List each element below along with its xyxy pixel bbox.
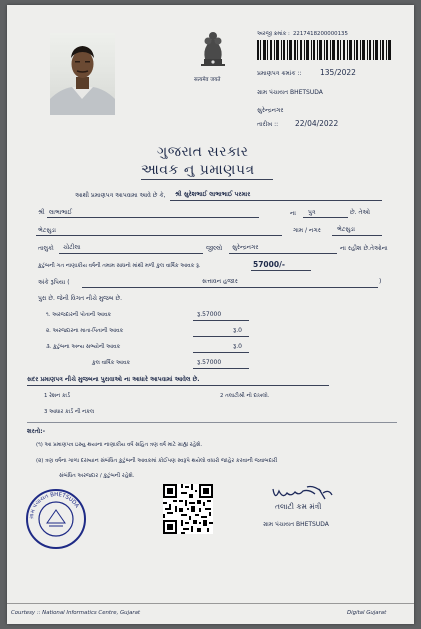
- income-statement: કુટુંબની ગત નાણાકીય વર્ષની તમામ સાધનો માંથી મળી કુલ વાર્ષિક આવક રૂ.: [38, 263, 201, 269]
- income-line: [251, 270, 311, 271]
- resident-suffix: ના રહીશ છે.તેઓના: [340, 245, 388, 252]
- condition-item: (૨) ત્રણ વર્ષના ગાળા દરમ્યાન સંબંધિત કુટુંબની આવકમાં કોઈપણ સ્વરૂપે થયેલો વધારો જાહેર કરવાની જવાબદારી: [36, 458, 278, 464]
- barcode: [257, 40, 391, 60]
- application-number: 2217418200000135: [293, 31, 348, 37]
- footer-rule: [7, 603, 414, 604]
- total-income: 57000/-: [253, 260, 285, 269]
- detail-intro: પુરા છે. જેની વિગત નીચે મુજબ છે.: [38, 295, 123, 302]
- district-value: સુરેન્દ્રનગર: [232, 244, 259, 251]
- income-total-amount: રૂ.57000: [197, 359, 222, 366]
- village-line: [36, 235, 282, 236]
- income-row-label: ૨. અરજદારના માતા-પિતાની આવક: [46, 328, 124, 334]
- verification-qr-code: [163, 484, 213, 534]
- words-line: [82, 287, 378, 288]
- income-in-words: સત્તાવન હજાર: [202, 278, 238, 285]
- income-total-label: કુલ વાર્ષિક આવક: [92, 360, 131, 366]
- income-total-line: [193, 368, 249, 369]
- certificate-title: આવક નુ પ્રમાણપત્ર: [141, 162, 255, 178]
- applicant-name: શ્રી સુરેશભાઈ લાભાભાઈ પરમાર: [175, 191, 251, 198]
- father-name: લાભાભાઈ: [49, 209, 73, 216]
- relation-suffix: છે. તેઓ: [350, 209, 371, 216]
- national-emblem-icon: [191, 29, 235, 75]
- taluka-line: [59, 253, 203, 254]
- father-line: [47, 217, 259, 218]
- income-row-label: ૩. કુટુંબના અન્ય સભ્યોની આવક: [46, 344, 121, 350]
- income-row-amount: રૂ.0: [233, 343, 242, 350]
- signatory-designation: તલાટી કમ મંત્રી: [275, 502, 322, 511]
- evidence-item: 3 આધાર કાર્ડ ની નકલ: [44, 409, 95, 415]
- footer-brand: Digital Gujarat: [347, 610, 387, 616]
- relation-line: [303, 217, 348, 218]
- certificate-page: [7, 5, 414, 624]
- application-number-label: અરજી ક્રમાંક :: [257, 31, 290, 37]
- title-underline: [141, 179, 273, 180]
- evidence-item: 2 તલાટીશ્રી નો દાખલો.: [220, 393, 270, 399]
- income-words-label: અંકે રૂપિયા (: [38, 279, 70, 286]
- income-words-close: ): [379, 278, 382, 285]
- taluka-name: ચોટીલા: [63, 244, 81, 251]
- condition-item: (૧) આ પ્રમાણપત્ર ઇસ્યુ થયાના નાણાકીય વર્ષ સહિત ત્રણ વર્ષ માટે ગ્રાહ્ય રહેશે.: [36, 442, 203, 448]
- panchayat-seal: [25, 488, 87, 550]
- father-prefix: શ્રી: [38, 209, 45, 216]
- divider: [27, 422, 397, 423]
- district-line: [229, 253, 337, 254]
- district-name: સુરેન્દ્રનગર: [257, 107, 284, 114]
- village-name-2: ભેટસુડા: [337, 226, 355, 233]
- applicant-photo: [50, 33, 115, 115]
- date-label: તારીખ ::: [257, 121, 279, 128]
- income-row-line: [193, 352, 249, 353]
- government-title: ગુજરાત સરકાર: [157, 144, 249, 160]
- taluka-label: તાલુકો: [38, 245, 54, 252]
- income-row-amount: રૂ.57000: [197, 311, 222, 318]
- evidence-heading: સદર પ્રમાણપત્ર નીચે મુજબના પુરાવાઓ ના આધારે આપવામાં આવેલ છે.: [27, 376, 200, 383]
- income-row-line: [193, 336, 249, 337]
- village-type-label: ગામ / નગર: [293, 227, 321, 234]
- evidence-underline: [27, 385, 329, 386]
- district-label: જીલ્લો: [206, 245, 223, 252]
- signatory-office: ગ્રામ પંચાયત BHETSUDA: [263, 521, 329, 528]
- condition-item: સંબંધિત અરજદાર / કુટુંબની રહેશે.: [59, 473, 135, 479]
- issue-date: 22/04/2022: [295, 119, 339, 128]
- emblem-caption: सत्यमेव जयते: [194, 77, 221, 83]
- income-row-amount: રૂ.0: [233, 327, 242, 334]
- income-row-label: ૧. અરજદારની પોતાની આવક: [46, 312, 112, 318]
- village-name: ભેટસુડા: [38, 227, 56, 234]
- conditions-heading: શરતો:-: [27, 428, 46, 435]
- applicant-line: [170, 200, 382, 201]
- seal-text: ગ્રામ પંચાયત BHETSUDA: [28, 491, 80, 520]
- footer-courtesy: Courtesy :: National Informatics Centre, Gujarat: [11, 610, 141, 616]
- certificate-number: 135/2022: [320, 68, 356, 77]
- village2-line: [332, 235, 382, 236]
- intro-text: આથી પ્રમાણપત્ર આપવામા આવે છે કે,: [75, 192, 166, 199]
- gram-panchayat-name: ગ્રામ પંચાયત BHETSUDA: [257, 89, 323, 96]
- income-row-line: [193, 320, 249, 321]
- evidence-item: 1 રેશન કાર્ડ: [44, 393, 70, 399]
- relation: પુત્ર: [308, 209, 316, 216]
- certificate-number-label: પ્રમાણપત્ર ક્રમાંક ::: [257, 70, 302, 77]
- relation-label: ના: [290, 210, 296, 217]
